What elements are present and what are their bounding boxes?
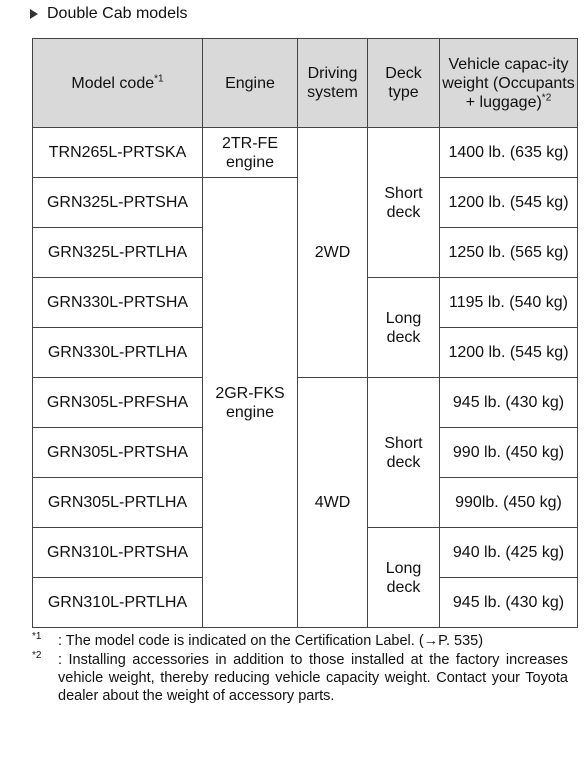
deck-cell: Short deck xyxy=(368,378,440,528)
model-cell: GRN325L-PRTSHA xyxy=(33,178,203,228)
capacity-cell: 945 lb. (430 kg) xyxy=(440,378,578,428)
footnotes xyxy=(32,632,568,706)
capacity-cell: 990lb. (450 kg) xyxy=(440,478,578,528)
engine-cell: 2GR-FKS engine xyxy=(203,178,298,628)
deck-cell: Short deck xyxy=(368,128,440,278)
header-capacity: Vehicle capac-ity weight (Occupants + luggage)$^{*2}$ xyxy=(440,39,578,128)
header-footnote-mark: *1 xyxy=(154,73,164,85)
model-cell: TRN265L-PRTSKA xyxy=(33,128,203,178)
footnote-text: : The model code is indicated on the Certification Label. (→P. 535) xyxy=(58,633,484,649)
model-cell: GRN310L-PRTLHA xyxy=(33,578,203,628)
table-row xyxy=(33,378,578,428)
header-footnote-mark: *2 xyxy=(541,92,552,104)
model-cell: GRN325L-PRTLHA xyxy=(33,228,203,278)
capacity-cell: 1195 lb. (540 kg) xyxy=(440,278,578,328)
header-engine: Engine xyxy=(203,39,298,128)
model-cell: GRN330L-PRTLHA xyxy=(33,328,203,378)
footnote-text: : Installing accessories in addition to those installed at the factory increases vehicle weight, thereby reducing vehicle capacity weight. Contact your Toyota dealer about the weight of accessory parts. xyxy=(58,652,568,704)
deck-cell: Long deck xyxy=(368,528,440,628)
engine-cell: 2TR-FE engine xyxy=(203,128,298,178)
capacity-cell: 1250 lb. (565 kg) xyxy=(440,228,578,278)
capacity-cell: 940 lb. (425 kg) xyxy=(440,528,578,578)
model-cell: GRN330L-PRTSHA xyxy=(33,278,203,328)
capacity-table xyxy=(32,38,578,628)
footnote-mark: *2 xyxy=(32,650,42,662)
model-cell: GRN310L-PRTSHA xyxy=(33,528,203,578)
table-header-row xyxy=(33,39,578,128)
drive-cell: 2WD xyxy=(298,128,368,378)
capacity-cell: 1200 lb. (545 kg) xyxy=(440,328,578,378)
triangle-bullet-icon xyxy=(30,9,38,19)
header-deck-type: Deck type xyxy=(368,39,440,128)
capacity-cell: 945 lb. (430 kg) xyxy=(440,578,578,628)
capacity-cell: 990 lb. (450 kg) xyxy=(440,428,578,478)
section-title xyxy=(30,5,188,23)
capacity-cell: 1400 lb. (635 kg) xyxy=(440,128,578,178)
footnote xyxy=(32,632,568,650)
model-cell: GRN305L-PRFSHA xyxy=(33,378,203,428)
deck-cell: Long deck xyxy=(368,278,440,378)
footnote-mark: *1 xyxy=(32,631,42,643)
model-cell: GRN305L-PRTSHA xyxy=(33,428,203,478)
section-title-text: Double Cab models xyxy=(47,5,188,22)
table-row xyxy=(33,128,578,178)
header-driving-system: Driving system xyxy=(298,39,368,128)
capacity-cell: 1200 lb. (545 kg) xyxy=(440,178,578,228)
footnote xyxy=(32,651,568,705)
model-cell: GRN305L-PRTLHA xyxy=(33,478,203,528)
header-model-code: Model code$^{*1}$ xyxy=(33,39,203,128)
drive-cell: 4WD xyxy=(298,378,368,628)
